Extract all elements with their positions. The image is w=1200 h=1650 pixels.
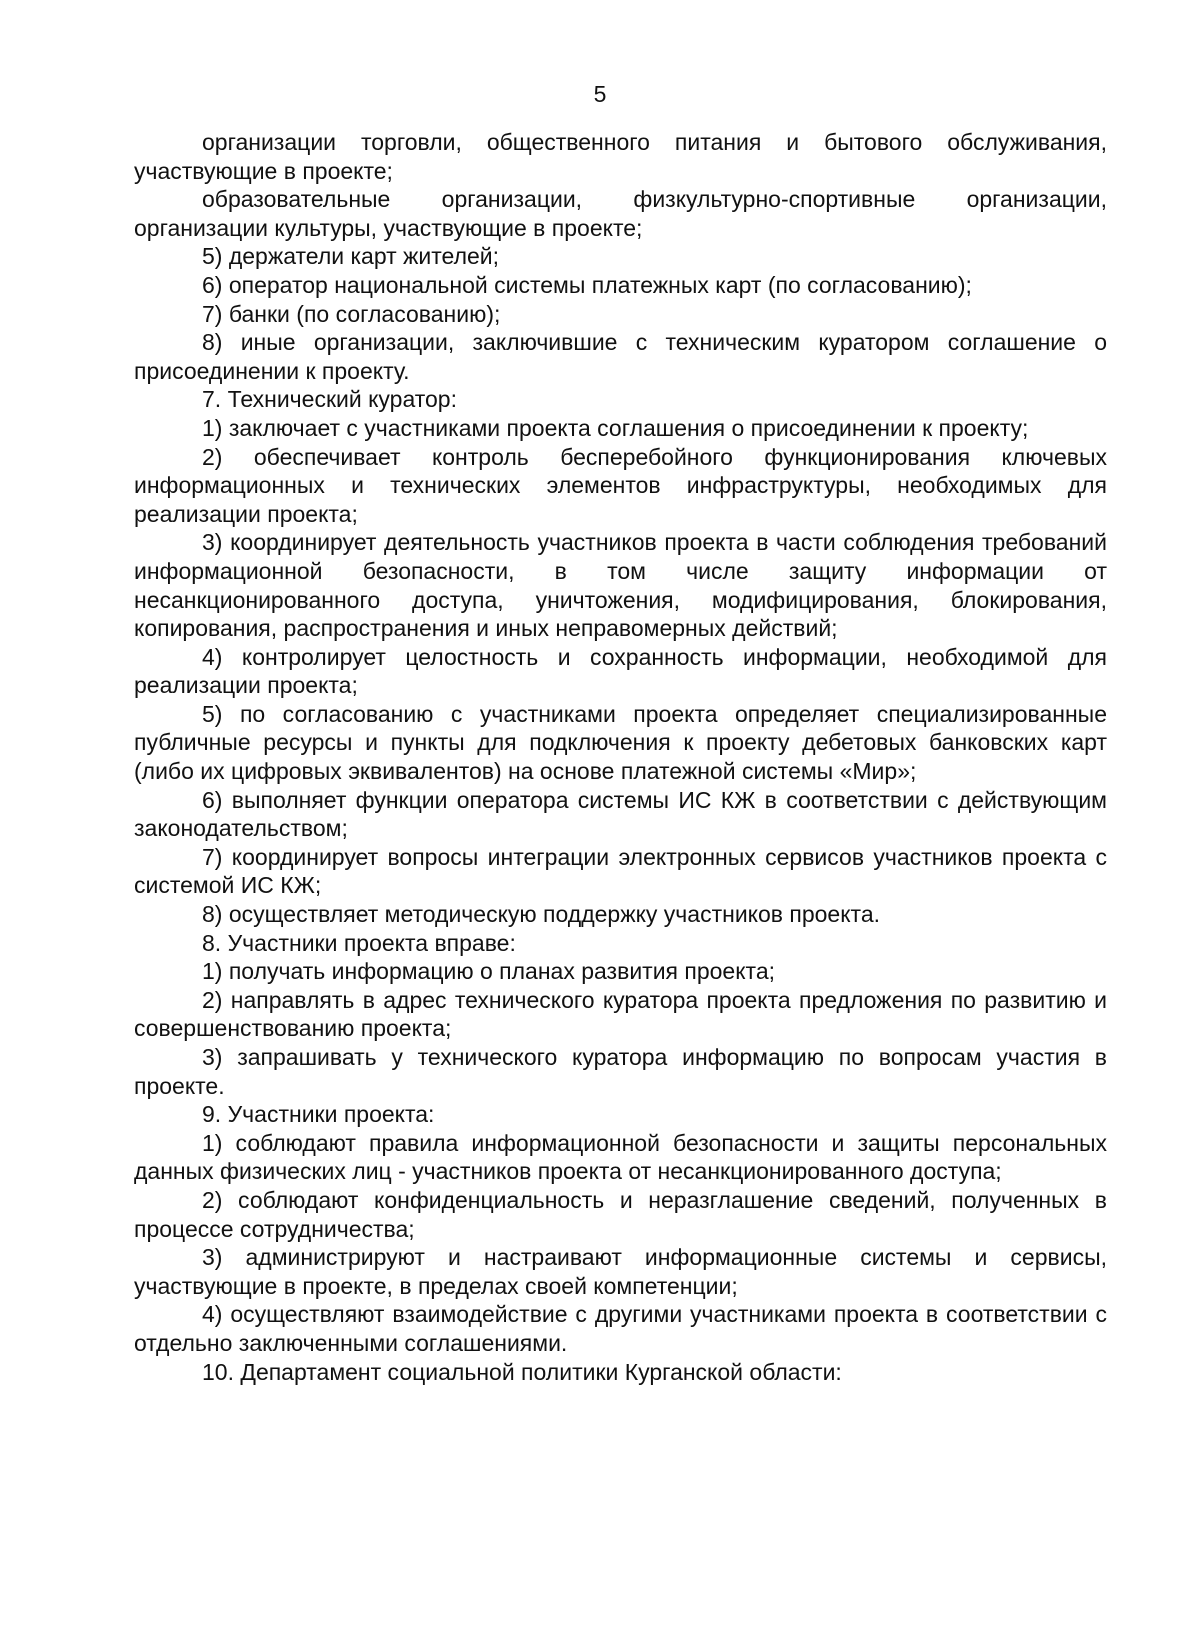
paragraph: 3) запрашивать у технического куратора информацию по вопросам участия в проекте. — [134, 1044, 1107, 1099]
paragraph: 6) оператор национальной системы платежных карт (по согласованию); — [202, 271, 972, 298]
paragraph: 1) получать информацию о планах развития проекта; — [202, 958, 776, 985]
paragraph: 5) держатели карт жителей; — [202, 243, 500, 270]
paragraph: 3) администрируют и настраивают информационные системы и сервисы, участвующие в проекте, в пределах своей компетенции; — [134, 1244, 1107, 1299]
section-heading: 7. Технический куратор: — [202, 386, 457, 413]
paragraph: образовательные организации, физкультурно-спортивные организации, организации культуры, участвующие в проекте; — [134, 186, 1107, 241]
paragraph: 7) координирует вопросы интеграции электронных сервисов участников проекта с системой ИС КЖ; — [134, 843, 1107, 899]
paragraph: 8) иные организации, заключившие с техническим куратором соглашение о присоединении к проекту. — [134, 329, 1107, 384]
section-heading: 8. Участники проекта вправе: — [202, 929, 516, 956]
page-number: 5 — [593, 81, 607, 107]
paragraph: 4) контролирует целостность и сохранность информации, необходимой для реализации проекта; — [134, 643, 1107, 699]
paragraph: 2) направлять в адрес технического куратора проекта предложения по развитию и совершенствованию проекта; — [134, 986, 1107, 1042]
paragraph: 2) соблюдают конфиденциальность и неразглашение сведений, полученных в процессе сотрудничества; — [134, 1186, 1107, 1242]
document-body — [134, 128, 1107, 1386]
paragraph: 3) координирует деятельность участников проекта в части соблюдения требований информационной безопасности, в том числе защиту информации от несанкционированного доступа, уничтожения, модифицирования, блокирования, копирования, распространения и иных неправомерных действий; — [134, 529, 1107, 642]
section-heading: 9. Участники проекта: — [202, 1101, 435, 1128]
paragraph: 6) выполняет функции оператора системы ИС КЖ в соответствии с действующим законодательством; — [134, 786, 1107, 842]
paragraph: 7) банки (по согласованию); — [202, 300, 501, 327]
section-heading: 10. Департамент социальной политики Курганской области: — [202, 1358, 842, 1385]
paragraph: 1) заключает с участниками проекта соглашения о присоединении к проекту; — [202, 414, 1029, 441]
paragraph: 1) соблюдают правила информационной безопасности и защиты персональных данных физических лиц - участников проекта от несанкционированного доступа; — [134, 1129, 1107, 1185]
paragraph: 5) по согласованию с участниками проекта определяет специализированные публичные ресурсы и пункты для подключения к проекту дебетовых банковских карт (либо их цифровых эквивалентов) на основе платежной системы «Мир»; — [134, 700, 1107, 785]
paragraph: 8) осуществляет методическую поддержку участников проекта. — [202, 901, 880, 928]
paragraph: 4) осуществляют взаимодействие с другими участниками проекта в соответствии с отдельно заключенными соглашениями. — [134, 1301, 1107, 1356]
paragraph: организации торговли, общественного питания и бытового обслуживания, участвующие в проекте; — [134, 129, 1107, 184]
paragraph: 2) обеспечивает контроль бесперебойного функционирования ключевых информационных и технических элементов инфраструктуры, необходимых для реализации проекта; — [134, 443, 1107, 527]
